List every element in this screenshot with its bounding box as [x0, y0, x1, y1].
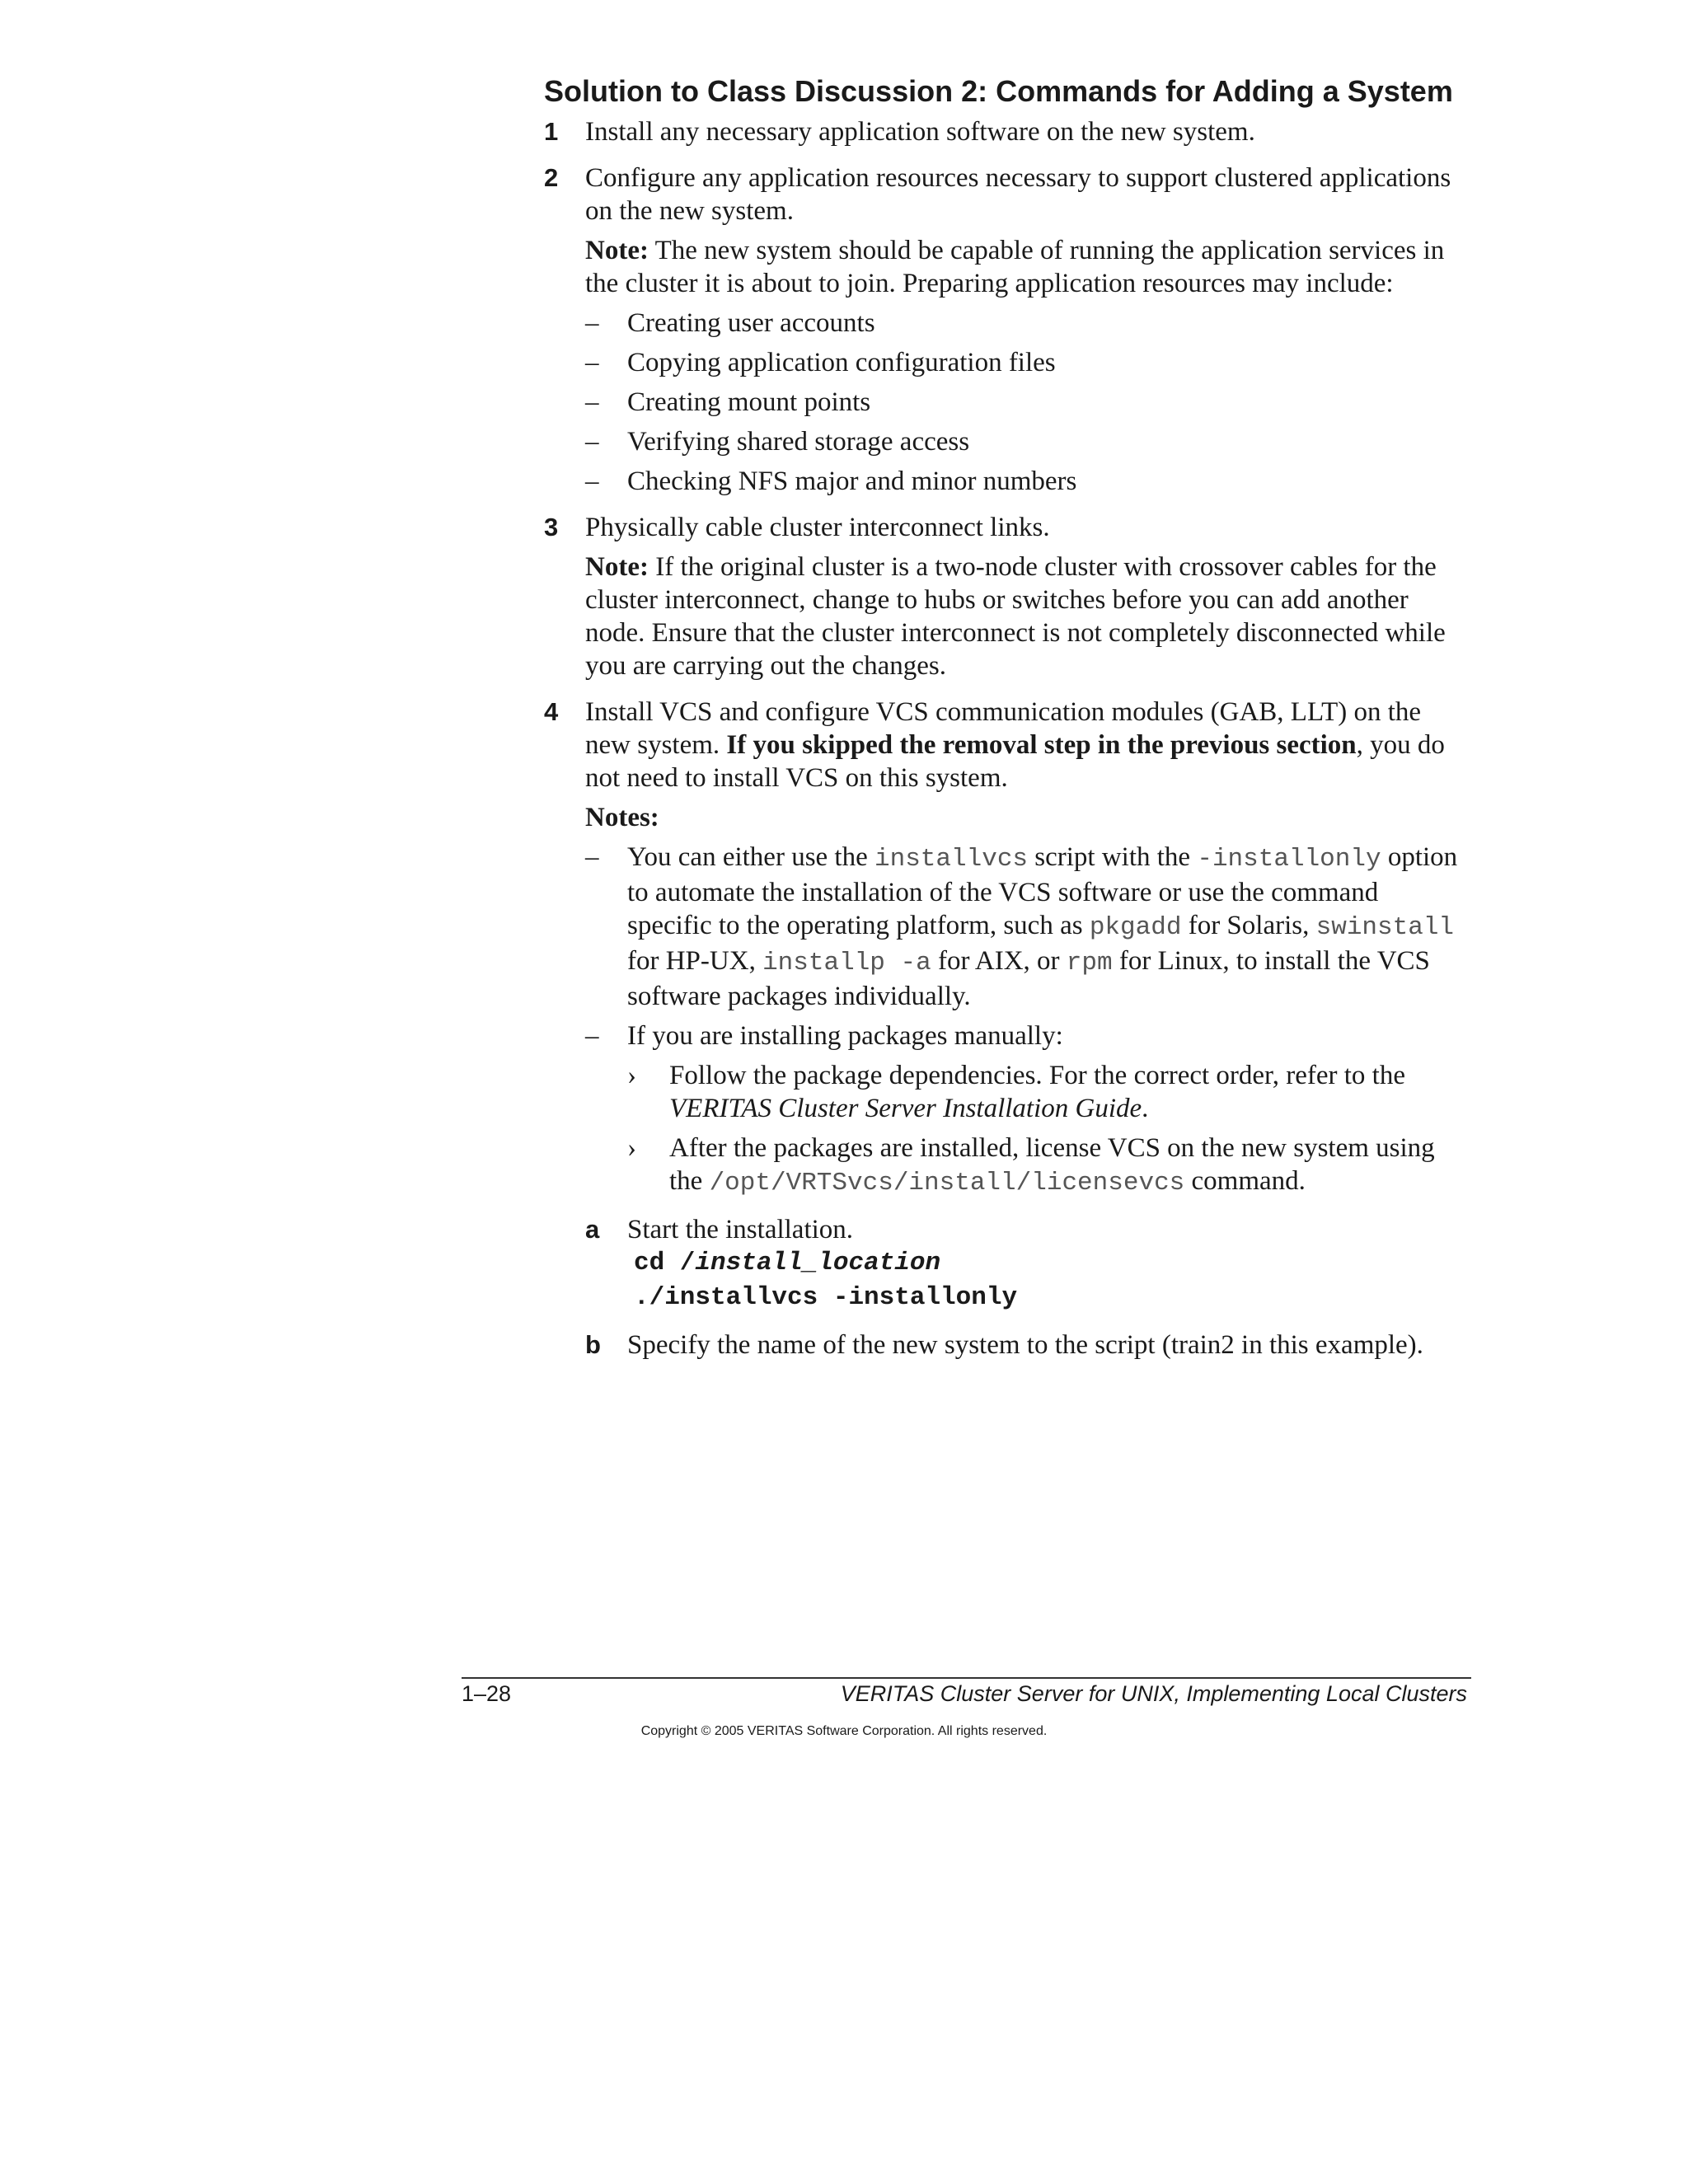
footer-divider	[462, 1677, 1471, 1679]
command-block	[627, 1246, 1467, 1315]
dash-bullet: –	[585, 308, 599, 338]
dash-bullet: –	[585, 387, 599, 417]
step-2	[544, 162, 1467, 504]
copyright-notice: Copyright © 2005 VERITAS Software Corporation. All rights reserved.	[640, 1724, 1048, 1738]
note-text: If the original cluster is a two-node cluster with crossover cables for the cluster interconnect, change to hubs or switches before you can add another node. Ensure that the cluster interconnect is not completely disconnected while you are carrying out the changes.	[585, 552, 1446, 681]
chevron-bullet: ›	[627, 1133, 636, 1163]
step-text: Physically cable cluster interconnect links.	[585, 513, 1050, 542]
note	[585, 551, 1467, 682]
sub-list-item: › After the packages are installed, license VCS on the new system using the /opt/VRTSvcs/install/licensevcs command.	[627, 1132, 1467, 1200]
step-text: Install any necessary application software on the new system.	[585, 117, 1255, 147]
step-number: 3	[544, 513, 559, 541]
step-3	[544, 511, 1467, 689]
note-label: Note:	[585, 236, 649, 265]
book-reference: VERITAS Cluster Server Installation Guide	[669, 1094, 1142, 1123]
list-item: – Verifying shared storage access	[585, 427, 970, 457]
inline-code: swinstall	[1315, 913, 1455, 942]
dash-bullet: –	[585, 427, 599, 457]
inline-code: installvcs	[874, 845, 1029, 874]
substep-b: b Specify the name of the new system to the script (train2 in this example).	[585, 1330, 1423, 1360]
step-text: Install VCS and configure VCS communication modules (GAB, LLT) on the new system. If you skipped the removal step in the previous section, you do not need to install VCS on this system.	[585, 697, 1445, 793]
step-number: 1	[544, 117, 559, 146]
notes-heading: Notes:	[585, 803, 659, 832]
list-item: – Checking NFS major and minor numbers	[585, 466, 1077, 496]
substep-label: b	[585, 1330, 601, 1359]
step-4	[544, 696, 1467, 1368]
dash-bullet: –	[585, 1021, 599, 1051]
inline-code: -installonly	[1197, 845, 1381, 874]
inline-code: installp -a	[762, 949, 931, 977]
inline-code: pkgadd	[1089, 913, 1182, 942]
step-list	[544, 115, 1467, 1375]
book-title: VERITAS Cluster Server for UNIX, Implementing Local Clusters	[840, 1681, 1467, 1706]
bold-emphasis: If you skipped the removal step in the previous section	[726, 730, 1357, 760]
note-text: The new system should be capable of running the application services in the cluster it is about to join. Preparing application resources may include:	[585, 236, 1445, 298]
command-line: cd /install_location	[634, 1249, 941, 1277]
dash-bullet: –	[585, 348, 599, 377]
chevron-bullet: ›	[627, 1061, 636, 1090]
inline-code: rpm	[1066, 949, 1113, 977]
inline-code: /opt/VRTSvcs/install/licensevcs	[709, 1169, 1185, 1197]
substep-label: a	[585, 1215, 600, 1244]
step-number: 4	[544, 697, 559, 726]
dash-bullet: –	[585, 842, 599, 872]
note-label: Note:	[585, 552, 649, 582]
note	[585, 234, 1467, 300]
list-item: – Creating mount points	[585, 387, 871, 417]
list-item: – You can either use the installvcs script with the -installonly option to automate the installation of the VCS software or use the command specific to the operating platform, such as pkgadd for Solaris, swinstall for HP-UX, installp -a for AIX, or rpm for Linux, to install the VCS software packages individually.	[585, 842, 1458, 1011]
page-number: 1–28	[462, 1681, 512, 1706]
step-text: Configure any application resources necessary to support clustered applications on the new system.	[585, 163, 1451, 226]
step-number: 2	[544, 163, 559, 192]
command-line: ./installvcs -installonly	[634, 1283, 1018, 1312]
step-1	[544, 115, 1467, 155]
substep-a: a Start the installation. cd /install_location ./installvcs -installonly	[585, 1213, 1467, 1322]
list-item: – Creating user accounts	[585, 308, 875, 338]
list-item: – If you are installing packages manually: › Follow the package dependencies. For the correct order, refer to the VERITAS Cluster Server Installation Guide. › After the packages are installed, license VCS on the new system using the /opt/VRTSvcs/install/licensevcs command.	[585, 1019, 1467, 1207]
sub-list-item: › Follow the package dependencies. For the correct order, refer to the VERITAS Cluster Server Installation Guide.	[627, 1061, 1405, 1123]
section-heading: Solution to Class Discussion 2: Commands for Adding a System	[544, 74, 1453, 108]
dash-bullet: –	[585, 466, 599, 496]
list-item: – Copying application configuration files	[585, 348, 1056, 377]
